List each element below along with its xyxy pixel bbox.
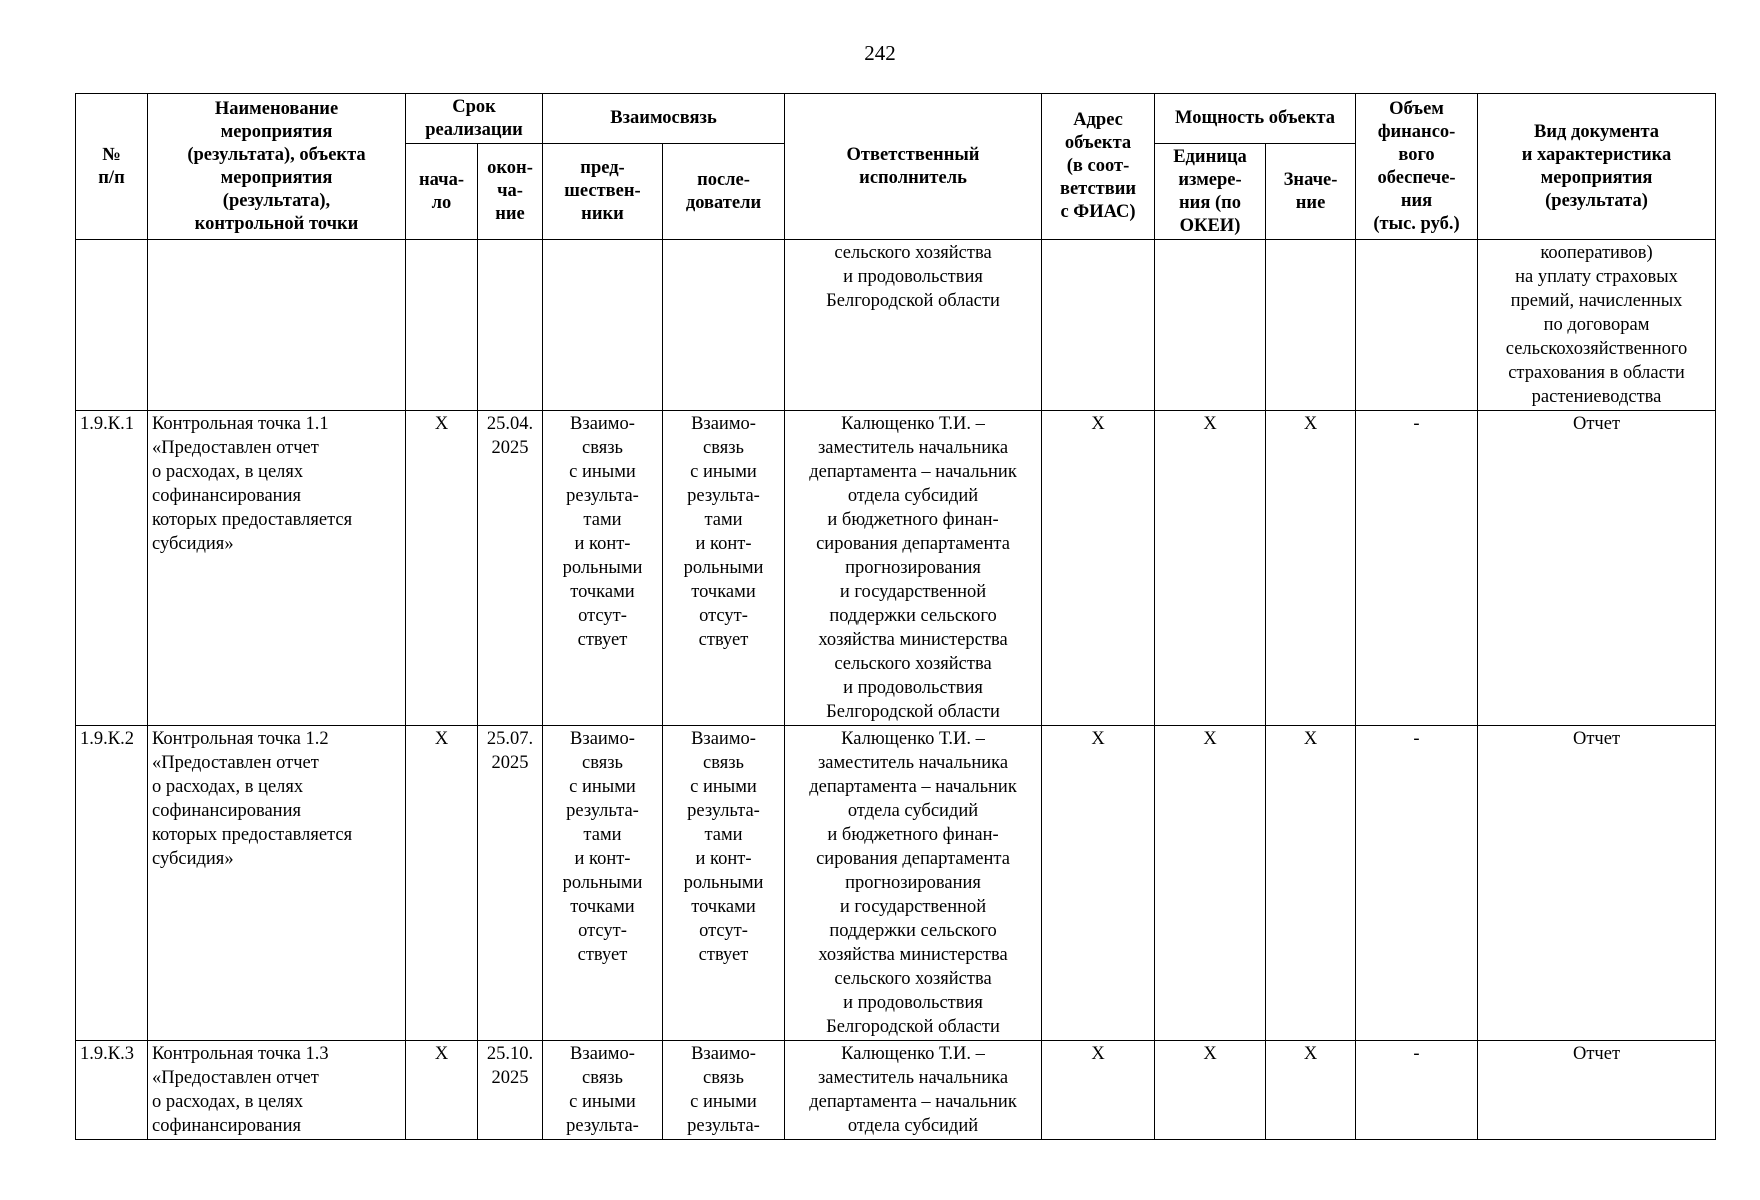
- header-link-prev: пред- шествен- ники: [543, 144, 663, 240]
- cell-prev: Взаимо- связь с иными результа- тами и конт- рольными точками отсут- ствует: [543, 411, 663, 726]
- cell-name: Контрольная точка 1.2 «Предоставлен отчет о расходах, в целях софинансирования которых предоставляется субсидия»: [148, 726, 406, 1041]
- table-row: [76, 411, 1716, 726]
- cell-num: 1.9.К.3: [76, 1041, 148, 1140]
- cell-name: Контрольная точка 1.1 «Предоставлен отчет о расходах, в целях софинансирования которых предоставляется субсидия»: [148, 411, 406, 726]
- cell-doc: Отчет: [1478, 1041, 1716, 1140]
- cell-responsible: Калющенко Т.И. – заместитель начальника департамента – начальник отдела субсидий и бюджетного финан- сирования департамента прогнозирования и государственной поддержки сельского хозяйства министерства сельского хозяйства и продовольствия Белгородской области: [785, 411, 1042, 726]
- cell-address: [1042, 240, 1155, 411]
- cell-finance: -: [1356, 1041, 1478, 1140]
- cell-next: Взаимо- связь с иными результа-: [663, 1041, 785, 1140]
- cell-responsible: Калющенко Т.И. – заместитель начальника департамента – начальник отдела субсидий: [785, 1041, 1042, 1140]
- cell-num: 1.9.К.2: [76, 726, 148, 1041]
- cell-next: Взаимо- связь с иными результа- тами и конт- рольными точками отсут- ствует: [663, 726, 785, 1041]
- cell-value: Х: [1266, 411, 1356, 726]
- cell-value: Х: [1266, 1041, 1356, 1140]
- cell-doc: Отчет: [1478, 411, 1716, 726]
- cell-end: 25.04. 2025: [478, 411, 543, 726]
- cell-address: Х: [1042, 1041, 1155, 1140]
- cell-responsible: сельского хозяйства и продовольствия Белгородской области: [785, 240, 1042, 411]
- cell-value: [1266, 240, 1356, 411]
- header-finance: Объем финансо- вого обеспече- ния (тыс. руб.): [1356, 94, 1478, 240]
- cell-finance: [1356, 240, 1478, 411]
- cell-address: Х: [1042, 411, 1155, 726]
- cell-finance: -: [1356, 411, 1478, 726]
- header-term-start: нача- ло: [406, 144, 478, 240]
- cell-doc: Отчет: [1478, 726, 1716, 1041]
- cell-num: [76, 240, 148, 411]
- header-doc-type: Вид документа и характеристика мероприятия (результата): [1478, 94, 1716, 240]
- cell-unit: Х: [1155, 411, 1266, 726]
- header-responsible: Ответственный исполнитель: [785, 94, 1042, 240]
- cell-value: Х: [1266, 726, 1356, 1041]
- cell-doc: кооперативов) на уплату страховых премий, начисленных по договорам сельскохозяйственного страхования в области растениеводства: [1478, 240, 1716, 411]
- header-name: Наименование мероприятия (результата), объекта мероприятия (результата), контрольной точки: [148, 94, 406, 240]
- table-row-continuation: [76, 240, 1716, 411]
- cell-finance: -: [1356, 726, 1478, 1041]
- cell-prev: Взаимо- связь с иными результа-: [543, 1041, 663, 1140]
- page-number: 242: [864, 41, 896, 65]
- cell-start: Х: [406, 1041, 478, 1140]
- cell-end: 25.10. 2025: [478, 1041, 543, 1140]
- cell-end: [478, 240, 543, 411]
- cell-start: Х: [406, 411, 478, 726]
- cell-responsible: Калющенко Т.И. – заместитель начальника департамента – начальник отдела субсидий и бюджетного финан- сирования департамента прогнозирования и государственной поддержки сельского хозяйства министерства сельского хозяйства и продовольствия Белгородской области: [785, 726, 1042, 1041]
- cell-unit: [1155, 240, 1266, 411]
- header-capacity-value: Значе- ние: [1266, 144, 1356, 240]
- plan-table: [75, 93, 1716, 1140]
- cell-next: Взаимо- связь с иными результа- тами и конт- рольными точками отсут- ствует: [663, 411, 785, 726]
- cell-address: Х: [1042, 726, 1155, 1041]
- cell-start: [406, 240, 478, 411]
- header-row-1: [76, 94, 1716, 144]
- header-term: Срок реализации: [406, 94, 543, 144]
- header-address: Адрес объекта (в соот- ветствии с ФИАС): [1042, 94, 1155, 240]
- cell-name: Контрольная точка 1.3 «Предоставлен отчет о расходах, в целях софинансирования: [148, 1041, 406, 1140]
- header-capacity: Мощность объекта: [1155, 94, 1356, 144]
- header-link: Взаимосвязь: [543, 94, 785, 144]
- cell-end: 25.07. 2025: [478, 726, 543, 1041]
- header-capacity-unit: Единица измере- ния (по ОКЕИ): [1155, 144, 1266, 240]
- cell-start: Х: [406, 726, 478, 1041]
- header-num: № п/п: [76, 94, 148, 240]
- cell-next: [663, 240, 785, 411]
- header-term-end: окон- ча- ние: [478, 144, 543, 240]
- cell-unit: Х: [1155, 1041, 1266, 1140]
- cell-prev: Взаимо- связь с иными результа- тами и конт- рольными точками отсут- ствует: [543, 726, 663, 1041]
- cell-name: [148, 240, 406, 411]
- cell-num: 1.9.К.1: [76, 411, 148, 726]
- table-row: [76, 1041, 1716, 1140]
- table-row: [76, 726, 1716, 1041]
- cell-prev: [543, 240, 663, 411]
- header-link-next: после- дователи: [663, 144, 785, 240]
- cell-unit: Х: [1155, 726, 1266, 1041]
